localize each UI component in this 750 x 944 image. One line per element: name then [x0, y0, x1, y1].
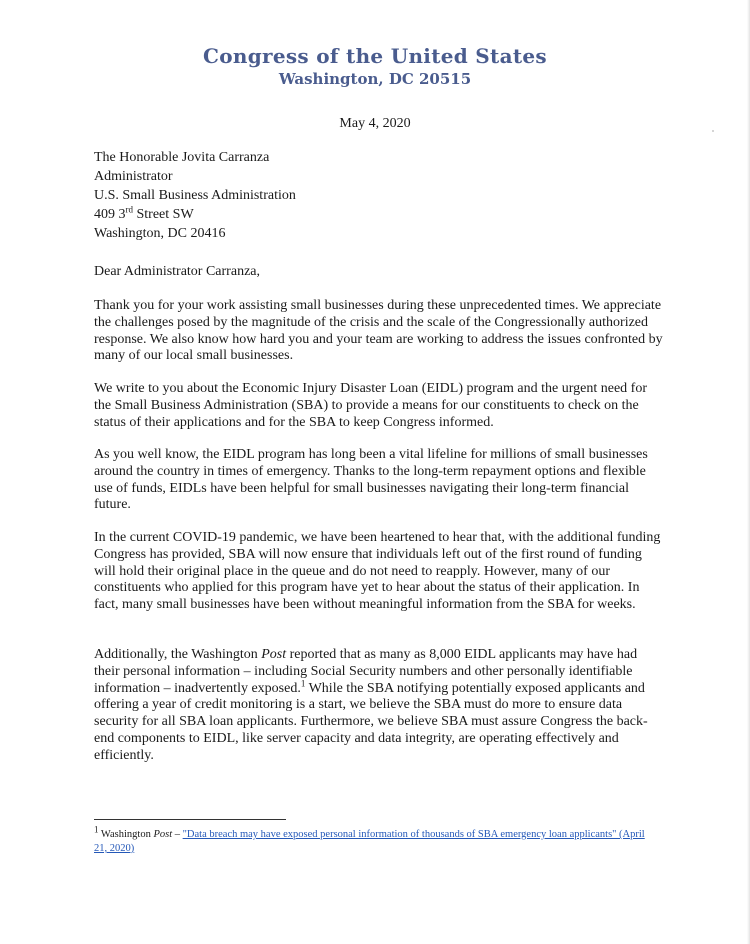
paragraph-eidl-background: As you well know, the EIDL program has long been a vital lifeline for millions of small businesses around the country in times of emergency. Thanks to the long-term repayment options and flexible use of funds, EIDLs have been helpful for small businesses navigating their long-term financial future. [94, 447, 648, 513]
paragraph-data-breach [94, 647, 664, 765]
letterhead-title: Congress of the United States [203, 44, 547, 68]
recipient-city: Washington, DC 20416 [94, 226, 226, 241]
recipient-agency: U.S. Small Business Administration [94, 188, 296, 203]
p5-text-b: reported that as many as 8,000 EIDL applicants may have had their personal information – including Social Security numbers and other personally identifiable information – inadvertently exposed. [94, 647, 638, 696]
street-ordinal: rd [125, 204, 133, 215]
paragraph-purpose: We write to you about the Economic Injury Disaster Loan (EIDL) program and the urgent need for the Small Business Administration (SBA) to provide a means for our constituents to check on the status of their applications and for the SBA to keep Congress informed. [94, 381, 647, 430]
footnote [94, 824, 654, 856]
footnote-publication: Post [153, 829, 173, 840]
footnote-divider [94, 819, 286, 820]
footnote-source: Washington [98, 829, 154, 840]
p5-text-c: While the SBA notifying potentially exposed applicants and offering a year of credit monitoring is a start, we believe the SBA must do more to ensure data security for all SBA loan applicants. Furthermore, we believe SBA must assure Congress the back-end components to EIDL, like server capacity and data integrity, are operating effectively and efficiently. [94, 680, 648, 763]
recipient-street [94, 205, 296, 224]
footnote-marker: 1 [94, 824, 99, 835]
footnote-article-link[interactable]: "Data breach may have exposed personal information of thousands of SBA emergency loan applicants" (April 21, 2020) [94, 829, 645, 854]
footnote-dash: – [172, 829, 183, 840]
recipient-address [94, 148, 296, 243]
paragraph-intro: Thank you for your work assisting small businesses during these unprecedented times. We appreciate the challenges posed by the magnitude of the crisis and the scale of the Congressionally authorized response. We also know how hard you and your team are working to address the issues confronted by many of our local small businesses. [94, 298, 663, 364]
salutation: Dear Administrator Carranza, [94, 264, 260, 279]
recipient-role: Administrator [94, 169, 173, 184]
letter-date: May 4, 2020 [339, 116, 411, 131]
recipient-name: The Honorable Jovita Carranza [94, 150, 270, 165]
p5-publication: Post [261, 647, 287, 662]
letterhead-location: Washington, DC 20515 [278, 70, 472, 88]
p5-text-a: Additionally, the Washington [94, 647, 262, 662]
street-name: Street SW [133, 207, 194, 222]
paragraph-covid: In the current COVID-19 pandemic, we have been heartened to hear that, with the additional funding Congress has provided, SBA will now ensure that individuals left out of the first round of funding will hold their original place in the queue and do not need to reapply. However, many of our constituents who applied for this program have yet to hear about the status of their application. In fact, many small businesses have been without meaningful information from the SBA for weeks. [94, 530, 661, 613]
footnote-ref: 1 [300, 677, 306, 688]
street-number: 409 3 [94, 207, 126, 222]
